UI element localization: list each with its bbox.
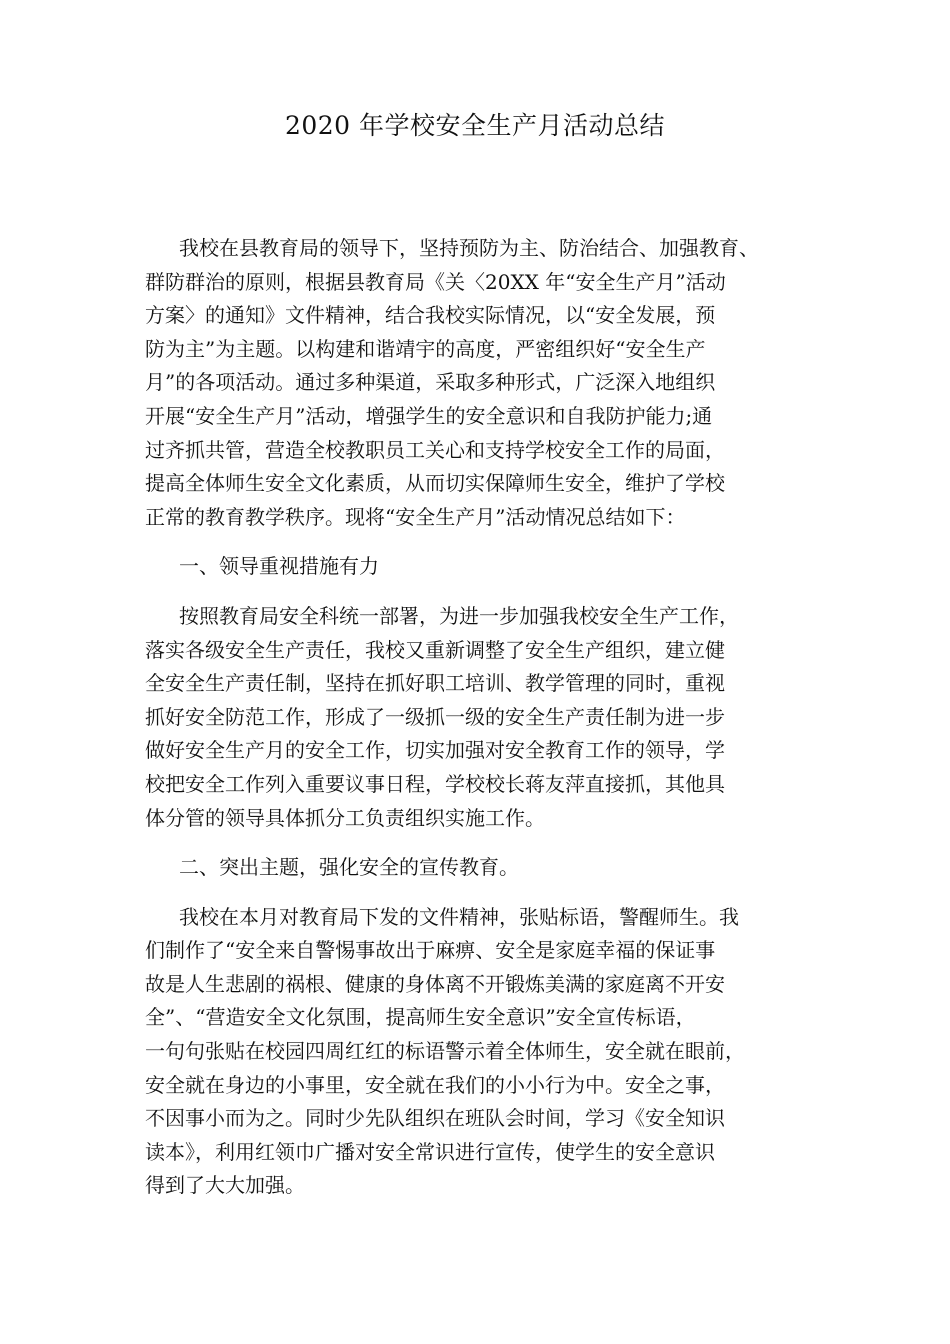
text-line: 过齐抓共管，营造全校教职员工关心和支持学校安全工作的局面， (145, 437, 725, 462)
text-line: 体分管的领导具体抓分工负责组织实施工作。 (145, 805, 545, 830)
paragraph-gap (145, 534, 835, 550)
text-line: 得到了大大加强。 (145, 1173, 305, 1198)
paragraph-section-1 (145, 600, 835, 835)
text-line: 校把安全工作列入重要议事日程，学校校长蒋友萍直接抓，其他具 (145, 771, 725, 796)
text-line: 一句句张贴在校园四周红红的标语警示着全体师生，安全就在眼前， (145, 1039, 745, 1064)
text-line: 防为主”为主题。以构建和谐靖宇的高度，严密组织好“安全生产 (145, 336, 706, 361)
text-line: 读本》，利用红领巾广播对安全常识进行宣传，使学生的安全意识 (145, 1139, 715, 1164)
document-title: 2020 年学校安全生产月活动总结 (284, 111, 666, 140)
text-line: 按照教育局安全科统一部署，为进一步加强我校安全生产工作， (179, 603, 739, 628)
text-line: 安全就在身边的小事里，安全就在我们的小小行为中。安全之事， (145, 1072, 725, 1097)
text-line: 开展“安全生产月”活动，增强学生的安全意识和自我防护能力;通 (145, 403, 713, 428)
paragraph-gap (145, 584, 835, 600)
text-line: 群防群治的原则，根据县教育局《关〈20XX 年“安全生产月”活动 (145, 269, 726, 294)
text-line: 我校在县教育局的领导下，坚持预防为主、防治结合、加强教育、 (179, 236, 759, 260)
text-line: 不因事小而为之。同时少先队组织在班队会时间，学习《安全知识 (145, 1106, 725, 1131)
section-heading: 二、突出主题，强化安全的宣传教育。 (179, 855, 519, 880)
document-body (145, 232, 835, 1203)
text-line: 提高全体师生安全文化素质，从而切实保障师生安全，维护了学校 (145, 471, 725, 496)
text-line: 做好安全生产月的安全工作，切实加强对安全教育工作的领导，学 (145, 738, 725, 763)
paragraph-gap (145, 835, 835, 851)
text-line: 故是人生悲剧的祸根、健康的身体离不开锻炼美满的家庭离不开安 (145, 971, 725, 996)
section-heading-1 (145, 550, 835, 584)
paragraph-gap (145, 885, 835, 901)
section-heading: 一、领导重视措施有力 (179, 554, 379, 579)
section-heading-2 (145, 851, 835, 885)
text-line: 抓好安全防范工作，形成了一级抓一级的安全生产责任制为进一步 (145, 704, 725, 729)
text-line: 全安全生产责任制，坚持在抓好职工培训、教学管理的同时，重视 (145, 671, 725, 696)
text-line: 落实各级安全生产责任，我校又重新调整了安全生产组织，建立健 (145, 637, 725, 662)
text-line: 我校在本月对教育局下发的文件精神，张贴标语，警醒师生。我 (179, 904, 739, 929)
text-line: 月”的各项活动。通过多种渠道，采取多种形式，广泛深入地组织 (145, 370, 716, 395)
paragraph-section-2 (145, 901, 835, 1203)
text-line: 正常的教育教学秩序。现将“安全生产月”活动情况总结如下： (145, 504, 686, 529)
paragraph-intro (145, 232, 835, 534)
text-line: 们制作了“安全来自警惕事故出于麻痹、安全是家庭幸福的保证事 (145, 938, 716, 963)
text-line: 全”、“营造安全文化氛围，提高师生安全意识”安全宣传标语， (145, 1005, 696, 1030)
text-line: 方案〉的通知》文件精神，结合我校实际情况，以“安全发展，预 (145, 303, 716, 328)
